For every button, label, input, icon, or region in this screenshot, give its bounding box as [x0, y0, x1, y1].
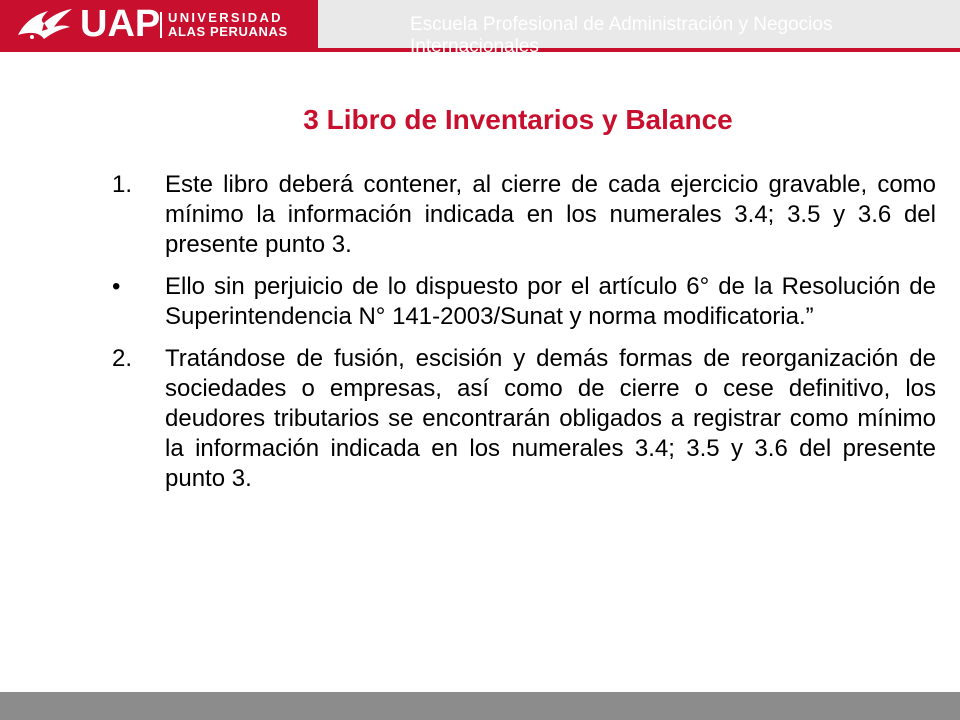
list-item: [112, 272, 936, 332]
logo-acronym: UAP: [80, 3, 161, 45]
university-logo: [0, 0, 318, 48]
list-item-text: Ello sin perjuicio de lo dispuesto por el artículo 6° de la Resolución de Superintendencia N° 141-2003/Sunat y norma modificatoria.”: [165, 273, 936, 330]
logo-divider: [160, 12, 162, 38]
list-item-text: Este libro deberá contener, al cierre de cada ejercicio gravable, como mínimo la información indicada en los numerales 3.4; 3.5 y 3.6 del presente punto 3.: [165, 171, 936, 258]
eagle-logo-icon: [14, 5, 76, 43]
list-marker: 2.: [112, 345, 133, 372]
slide-title: 3 Libro de Inventarios y Balance: [303, 104, 733, 135]
logo-university-text: UNIVERSIDAD: [168, 10, 283, 25]
header-bar: [0, 0, 960, 57]
footer-bar: [0, 692, 960, 720]
list-marker: 1.: [112, 171, 133, 198]
logo-alas-peruanas-text: ALAS PERUANAS: [168, 24, 288, 39]
list-item: [112, 344, 936, 494]
list-item: [112, 170, 936, 260]
list-item-text: Tratándose de fusión, escisión y demás formas de reorganización de sociedades o empresas, así como de cierre o cese definitivo, los deudores tributarios se encontrarán obligados a registrar como mínimo la información indicada en los numerales 3.4; 3.5 y 3.6 del presente punto 3.: [165, 345, 936, 492]
content-list: [112, 170, 936, 506]
school-name: Escuela Profesional de Administración y Negocios Internacionales: [410, 14, 833, 57]
bullet-marker: •: [112, 273, 121, 300]
